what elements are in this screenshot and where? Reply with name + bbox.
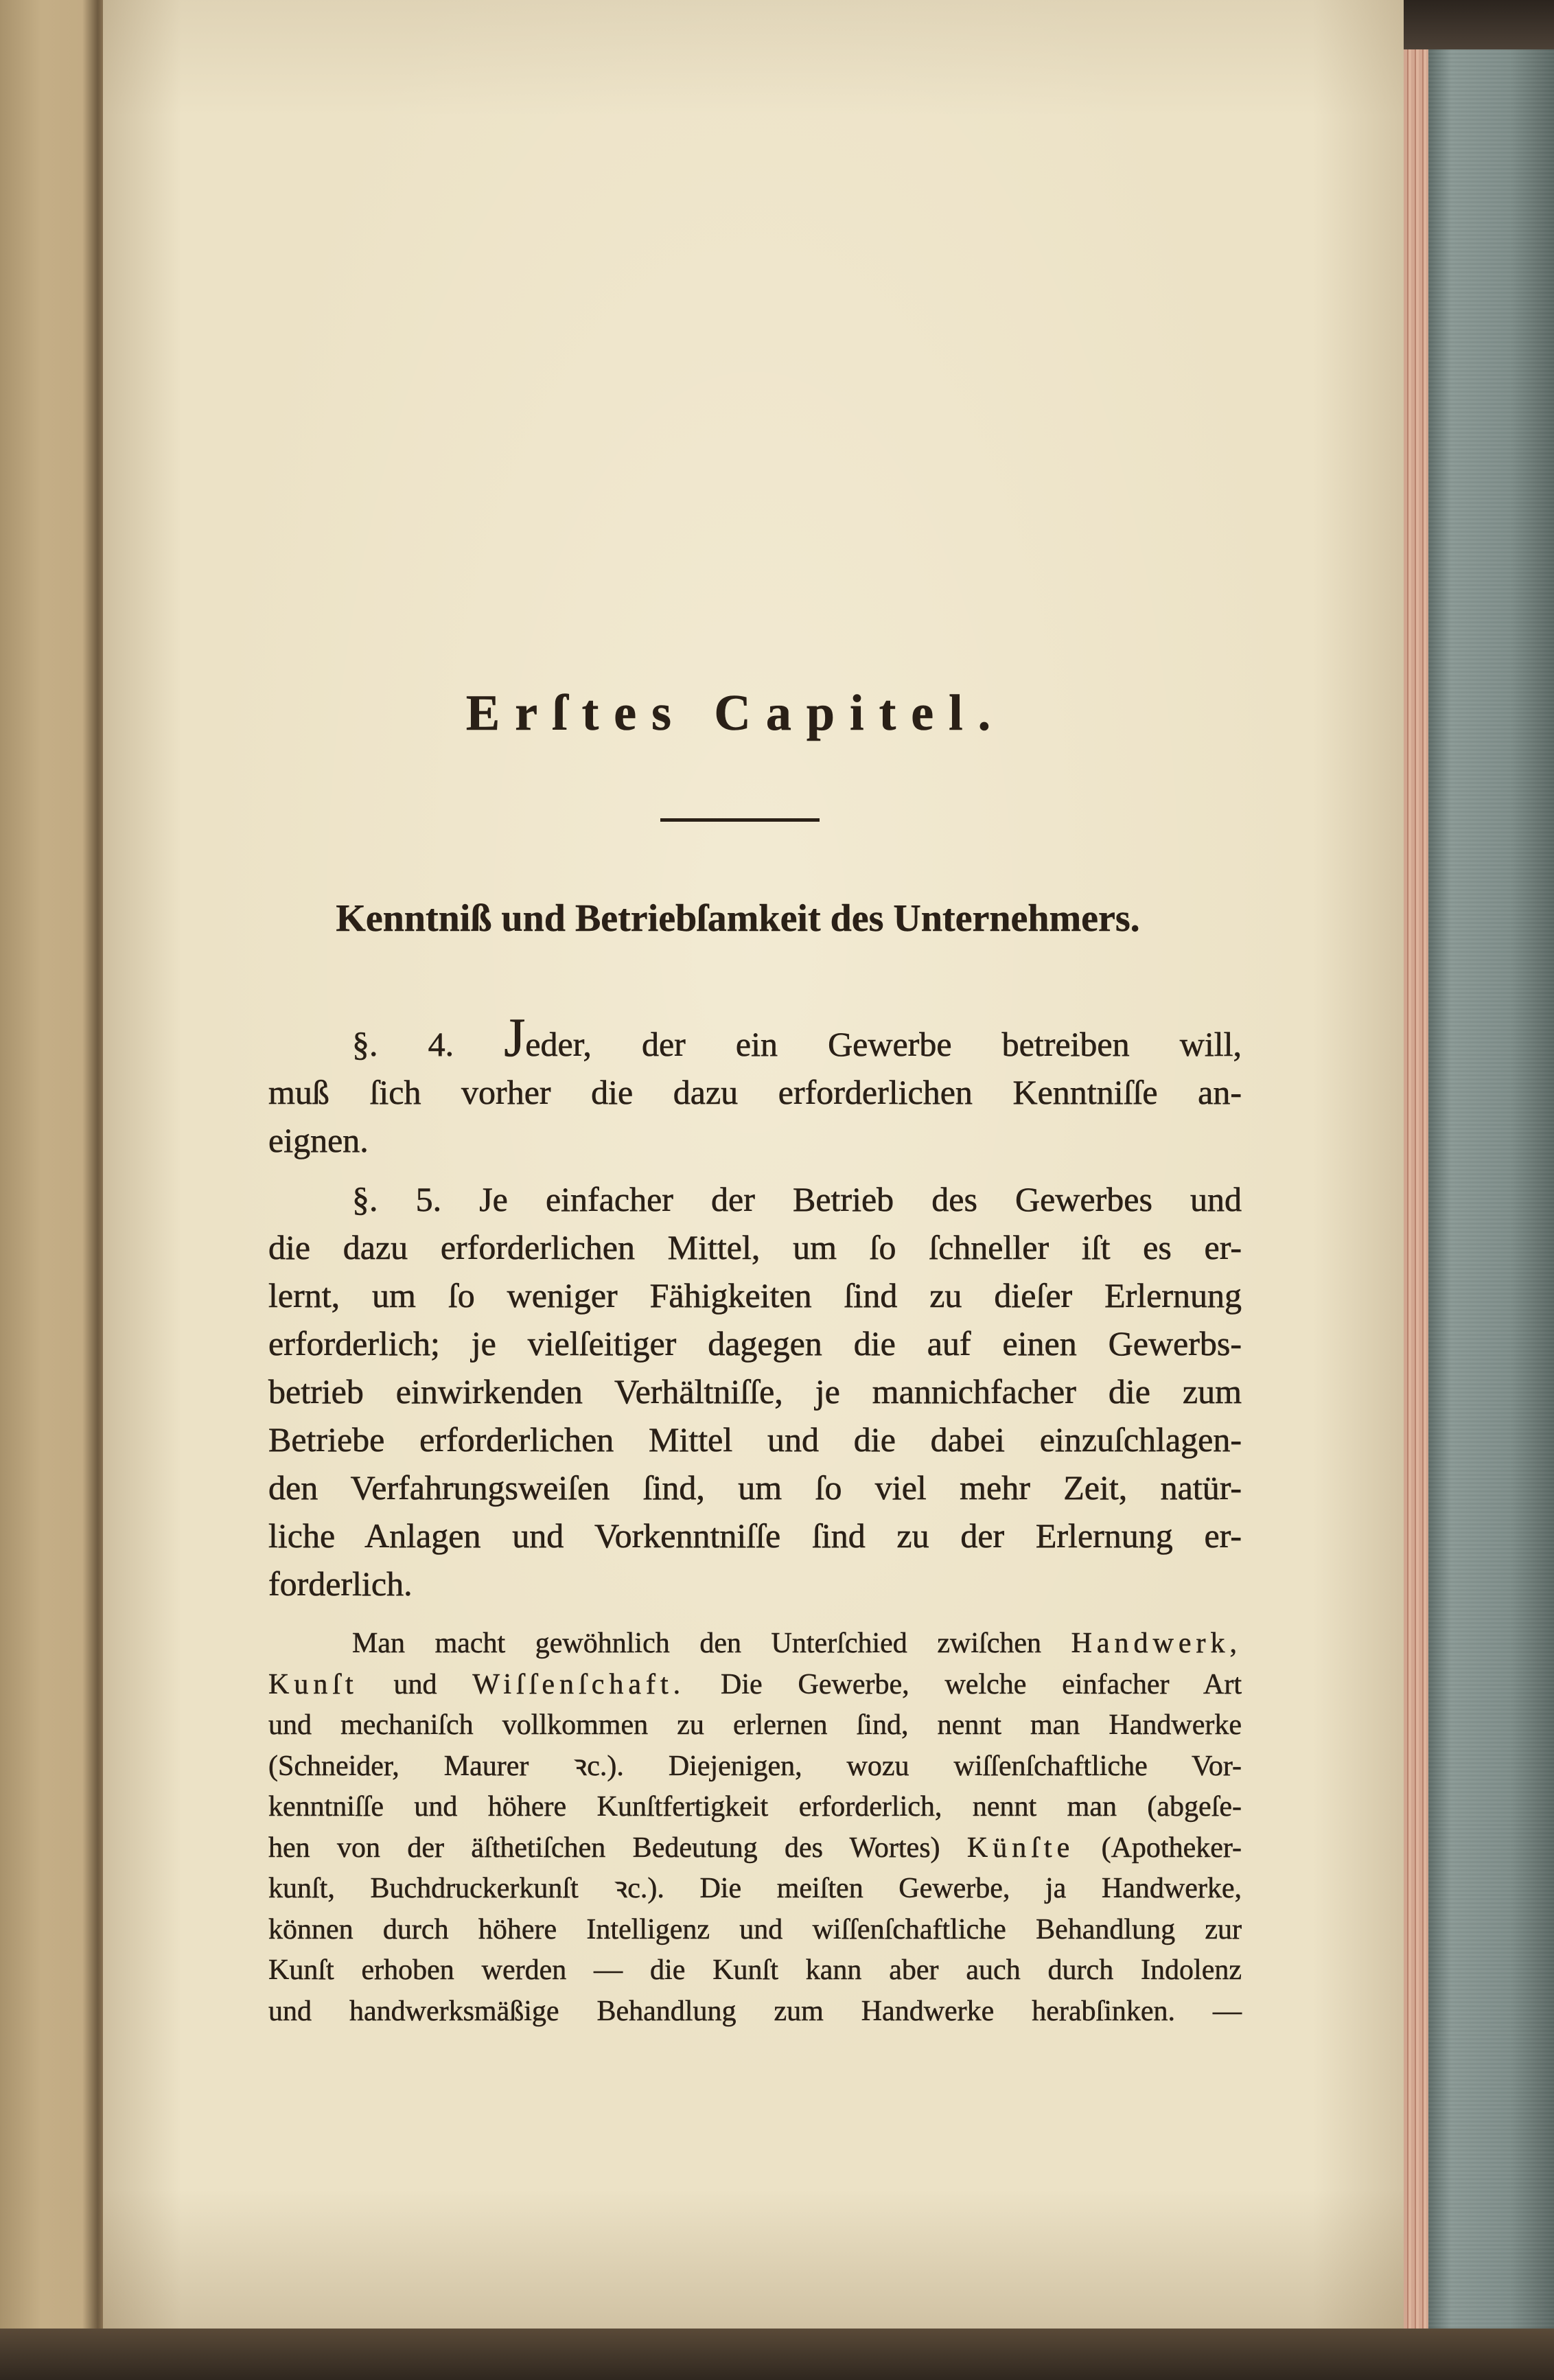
page-stack-edge xyxy=(1404,49,1428,2329)
text-line: erforderlich; je vielſeitiger dagegen die auf einen Gewerbs- xyxy=(268,1324,1242,1363)
text-line: Kunſt erhoben werden — die Kunſt kann aber auch durch Indolenz xyxy=(268,1954,1242,1986)
section-heading: Kenntniß und Betriebſamkeit des Unternehmers. xyxy=(336,897,1140,940)
bottom-shadow xyxy=(0,2329,1554,2380)
paragraph-section-4 xyxy=(268,1008,1242,1164)
text-line: eignen. xyxy=(268,1121,369,1159)
text-line: den Verfahrungsweiſen ſind, um ſo viel mehr Zeit, natür- xyxy=(268,1468,1242,1507)
text-line: liche Anlagen und Vorkenntniſſe ſind zu der Erlernung er- xyxy=(268,1516,1242,1555)
line-text: Je einfacher der Betrieb des Gewerbes und xyxy=(479,1180,1242,1218)
line-text: und xyxy=(393,1668,437,1700)
book-cover xyxy=(1428,49,1554,2380)
text-line: kunſt, Buchdruckerkunſt ꝛc.). Die meiſten Gewerbe, ja Handwerke, xyxy=(268,1873,1242,1904)
text-line xyxy=(268,1008,1242,1068)
spaced-emphasis: Wiſſenſchaft. xyxy=(472,1668,686,1700)
text-line xyxy=(268,1828,1242,1869)
text-line: muß ſich vorher die dazu erforderlichen Kenntniſſe an- xyxy=(268,1073,1242,1111)
text-line: und mechaniſch vollkommen zu erlernen ſind, nennt man Handwerke xyxy=(268,1709,1242,1741)
drop-initial: J xyxy=(504,1008,526,1068)
section-mark: §. 5. xyxy=(352,1180,442,1218)
line-text: (Apotheker- xyxy=(1101,1832,1242,1864)
text-line: (Schneider, Maurer ꝛc.). Diejenigen, wozu wiſſenſchaftliche Vor- xyxy=(268,1750,1242,1782)
text-line xyxy=(268,1175,1242,1223)
spaced-emphasis: Kunſt xyxy=(268,1668,358,1700)
text-line xyxy=(268,1665,1242,1706)
cover-top-edge xyxy=(1404,0,1554,49)
adjacent-page-edge xyxy=(0,0,103,2380)
spaced-emphasis: Künſte xyxy=(966,1832,1075,1864)
line-text: eder, der ein Gewerbe betreiben will, xyxy=(525,1025,1242,1063)
text-line: die dazu erforderlichen Mittel, um ſo ſchneller iſt es er- xyxy=(268,1228,1242,1267)
title-rule xyxy=(660,818,820,822)
text-line: kenntniſſe und höhere Kunſtfertigkeit erforderlich, nennt man (abgeſe- xyxy=(268,1791,1242,1823)
text-line: forderlich. xyxy=(268,1564,413,1603)
line-text: Man macht gewöhnlich den Unterſchied zwiſchen xyxy=(352,1628,1041,1659)
note-paragraph xyxy=(268,1624,1242,2032)
text-line: betrieb einwirkenden Verhältniſſe, je mannichfacher die zum xyxy=(268,1372,1242,1411)
text-line: können durch höhere Intelligenz und wiſſenſchaftliche Behandlung zur xyxy=(268,1913,1242,1945)
section-mark: §. 4. xyxy=(352,1025,454,1063)
paragraph-section-5 xyxy=(268,1175,1242,1608)
chapter-title: Erſtes Capitel. xyxy=(465,685,1006,741)
text-line: lernt, um ſo weniger Fähigkeiten ſind zu dieſer Erlernung xyxy=(268,1276,1242,1315)
spaced-emphasis: Handwerk, xyxy=(1071,1628,1242,1659)
text-line: Betriebe erforderlichen Mittel und die dabei einzuſchlagen- xyxy=(268,1420,1242,1459)
line-text: Die Gewerbe, welche einfacher Art xyxy=(721,1668,1242,1700)
text-line: und handwerksmäßige Behandlung zum Handwerke herabſinken. — xyxy=(268,1995,1242,2027)
text-line xyxy=(268,1624,1242,1665)
line-text: hen von der äſthetiſchen Bedeutung des Wortes) xyxy=(268,1832,940,1864)
